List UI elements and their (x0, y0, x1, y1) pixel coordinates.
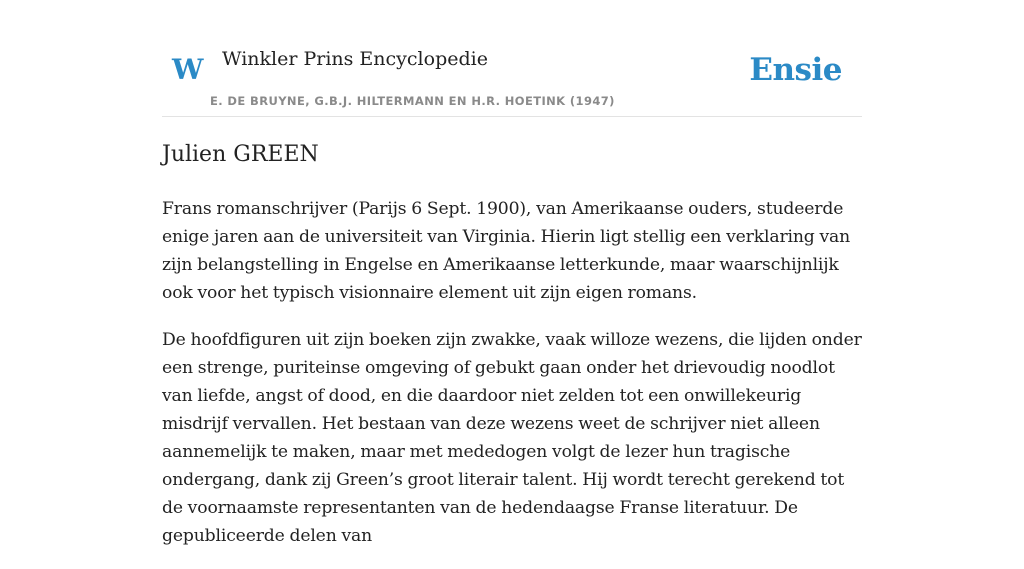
article-title: Julien GREEN (162, 142, 319, 167)
source-header (162, 0, 862, 117)
article-paragraph: Frans romanschrijver (Parijs 6 Sept. 1900), van Amerikaanse ouders, studeerde enige jaren aan de universiteit van Virginia. Hierin ligt stellig een verklaring van zijn belangstelling in Engelse en Amerikaanse letterkunde, maar waarschijnlijk ook voor het typisch visionnaire element uit zijn eigen romans. (162, 199, 851, 303)
source-title[interactable]: Winkler Prins Encyclopedie (222, 48, 488, 70)
article-paragraph: De hoofdfiguren uit zijn boeken zijn zwakke, vaak willoze wezens, die lijden onder een strenge, puriteinse omgeving of gebukt gaan onder het drievoudig noodlot van liefde, angst of dood, en die daardoor niet zelden tot een onwillekeurig misdrijf vervallen. Het bestaan van deze wezens weet de schrijver niet alleen aannemelijk te maken, maar met mededogen volgt de lezer hun tragische ondergang, dank zij Green’s groot literair talent. Hij wordt terecht gerekend tot de voornaamste representanten van de hedendaagse Franse literatuur. De gepubliceerde delen van (162, 330, 862, 546)
ensie-logo[interactable]: Ensie (749, 52, 842, 88)
source-authors: E. DE BRUYNE, G.B.J. HILTERMANN EN H.R. HOETINK (1947) (210, 94, 615, 108)
article-body (162, 138, 862, 569)
winkler-prins-logo[interactable]: W (172, 53, 204, 86)
